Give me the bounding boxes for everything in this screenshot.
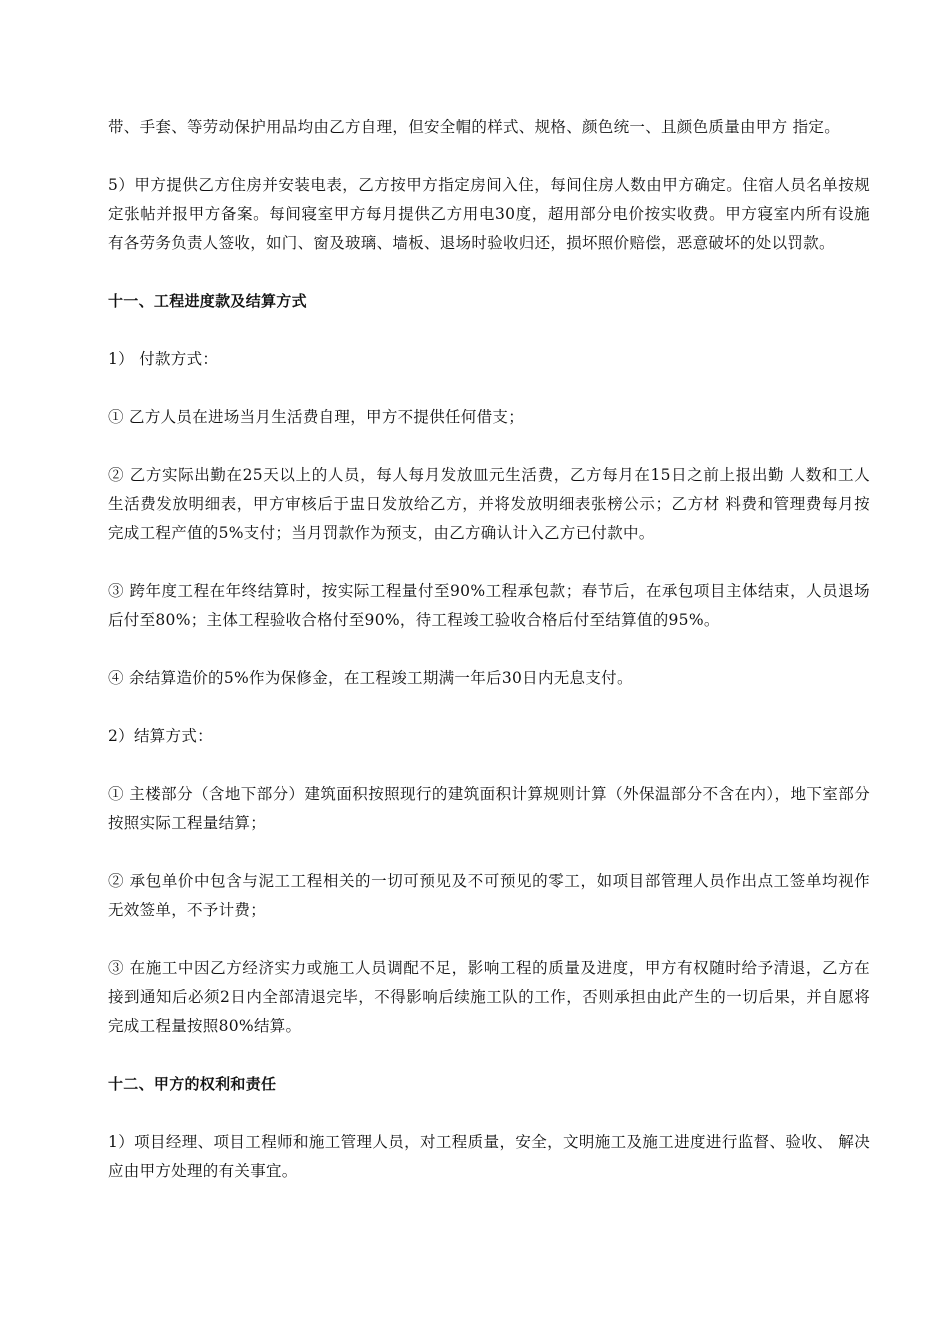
subheading-payment-method: 1） 付款方式： <box>108 350 219 368</box>
section-heading-12: 十二、甲方的权利和责任 <box>108 1075 277 1093</box>
payment-item-3: ③ 跨年度工程在年终结算时，按实际工程量付至90%工程承包款；春节后，在承包项目主体结束，人员退场后付至80%；主体工程验收合格付至90%，待工程竣工验收合格后付至结算值的95%。 <box>108 582 870 629</box>
subheading-settlement-method: 2）结算方式： <box>108 727 213 745</box>
settlement-item-1: ① 主楼部分（含地下部分）建筑面积按照现行的建筑面积计算规则计算（外保温部分不含在内），地下室部分按照实际工程量结算； <box>108 785 870 832</box>
paragraph-housing: 5）甲方提供乙方住房并安装电表，乙方按甲方指定房间入住，每间住房人数由甲方确定。住宿人员名单按规定张帖并报甲方备案。每间寝室甲方每月提供乙方用电30度，超用部分电价按实收费。甲方寝室内所有设施有各劳务负责人签收，如门、窗及玻璃、墙板、退场时验收归还，损坏照价赔偿，恶意破坏的处以罚款。 <box>108 176 870 252</box>
paragraph-safety-equipment: 带、手套、等劳动保护用品均由乙方自理，但安全帽的样式、规格、颜色统一、且颜色质量由甲方 指定。 <box>108 118 841 136</box>
party-a-duty-1: 1）项目经理、项目工程师和施工管理人员，对工程质量，安全，文明施工及施工进度进行监督、验收、 解决应由甲方处理的有关事宜。 <box>108 1133 870 1180</box>
payment-item-2: ② 乙方实际出勤在25天以上的人员，每人每月发放皿元生活费，乙方每月在15日之前上报出勤 人数和工人生活费发放明细表，甲方审核后于盅日发放给乙方，并将发放明细表张榜公示；乙方材 料费和管理费每月按完成工程产值的5%支付；当月罚款作为预支，由乙方确认计入乙方已付款中。 <box>108 466 870 542</box>
payment-item-4: ④ 余结算造价的5%作为保修金，在工程竣工期满一年后30日内无息支付。 <box>108 669 633 687</box>
payment-item-1: ① 乙方人员在进场当月生活费自理，甲方不提供任何借支； <box>108 408 525 426</box>
settlement-item-3: ③ 在施工中因乙方经济实力或施工人员调配不足，影响工程的质量及进度，甲方有权随时给予清退，乙方在接到通知后必须2日内全部清退完毕，不得影响后续施工队的工作，否则承担由此产生的一切后果，并自愿将完成工程量按照80%结算。 <box>108 959 870 1035</box>
document-page <box>108 113 870 1215</box>
settlement-item-2: ② 承包单价中包含与泥工工程相关的一切可预见及不可预见的零工，如项目部管理人员作出点工签单均视作无效签单，不予计费； <box>108 872 870 919</box>
section-heading-11: 十一、工程进度款及结算方式 <box>108 292 307 310</box>
